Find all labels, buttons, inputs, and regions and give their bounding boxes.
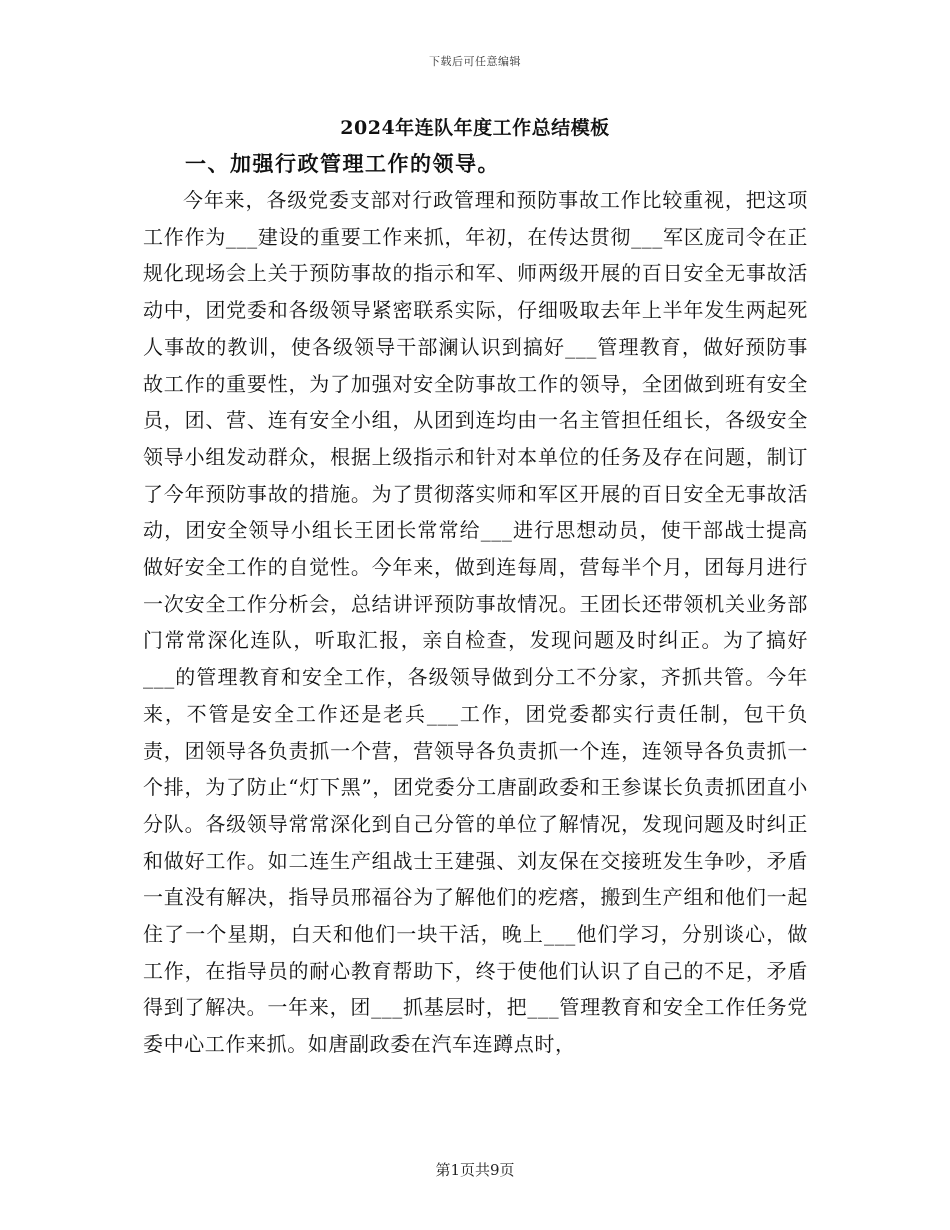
- section-heading: 一、加强行政管理工作的领导。: [185, 151, 500, 176]
- body-paragraph: 今年来，各级党委支部对行政管理和预防事故工作比较重视，把这项工作作为___建设的重要工作来抓，年初，在传达贯彻___军区庞司令在正规化现场会上关于预防事故的指示和军、师两级开展的百日安全无事故活动中，团党委和各级领导紧密联系实际，仔细吸取去年上半年发生两起死人事故的教训，使各级领导干部澜认识到搞好___管理教育，做好预防事故工作的重要性，为了加强对安全防事故工作的领导，全团做到班有安全员，团、营、连有安全小组，从团到连均由一名主管担任组长，各级安全领导小组发动群众，根据上级指示和针对本单位的任务及存在问题，制订了今年预防事故的措施。为了贯彻落实师和军区开展的百日安全无事故活动，团安全领导小组长王团长常常给___进行思想动员，使干部战士提高做好安全工作的自觉性。今年来，做到连每周，营每半个月，团每月进行一次安全工作分析会，总结讲评预防事故情况。王团长还带领机关业务部门常常深化连队，听取汇报，亲自检查，发现问题及时纠正。为了搞好___的管理教育和安全工作，各级领导做到分工不分家，齐抓共管。今年来，不管是安全工作还是老兵___工作，团党委都实行责任制，包干负责，团领导各负责抓一个营，营领导各负责抓一个连，连领导各负责抓一个排，为了防止“灯下黑”，团党委分工唐副政委和王参谋长负责抓团直小分队。各级领导常常深化到自己分管的单位了解情况，发现问题及时纠正和做好工作。如二连生产组战士王建强、刘友保在交接班发生争吵，矛盾一直没有解决，指导员邢福谷为了解他们的疙瘩，搬到生产组和他们一起住了一个星期，白天和他们一块干活，晚上___他们学习，分别谈心，做工作，在指导员的耐心教育帮助下，终于使他们认识了自己的不足，矛盾得到了解决。一年来，团___抓基层时，把___管理教育和安全工作任务党委中心工作来抓。如唐副政委在汽车连蹲点时，: [143, 188, 808, 1057]
- page-number: 第1页共9页: [435, 1161, 515, 1179]
- document-title: 2024年连队年度工作总结模板: [340, 117, 610, 139]
- header-note: 下载后可任意编辑: [429, 55, 521, 68]
